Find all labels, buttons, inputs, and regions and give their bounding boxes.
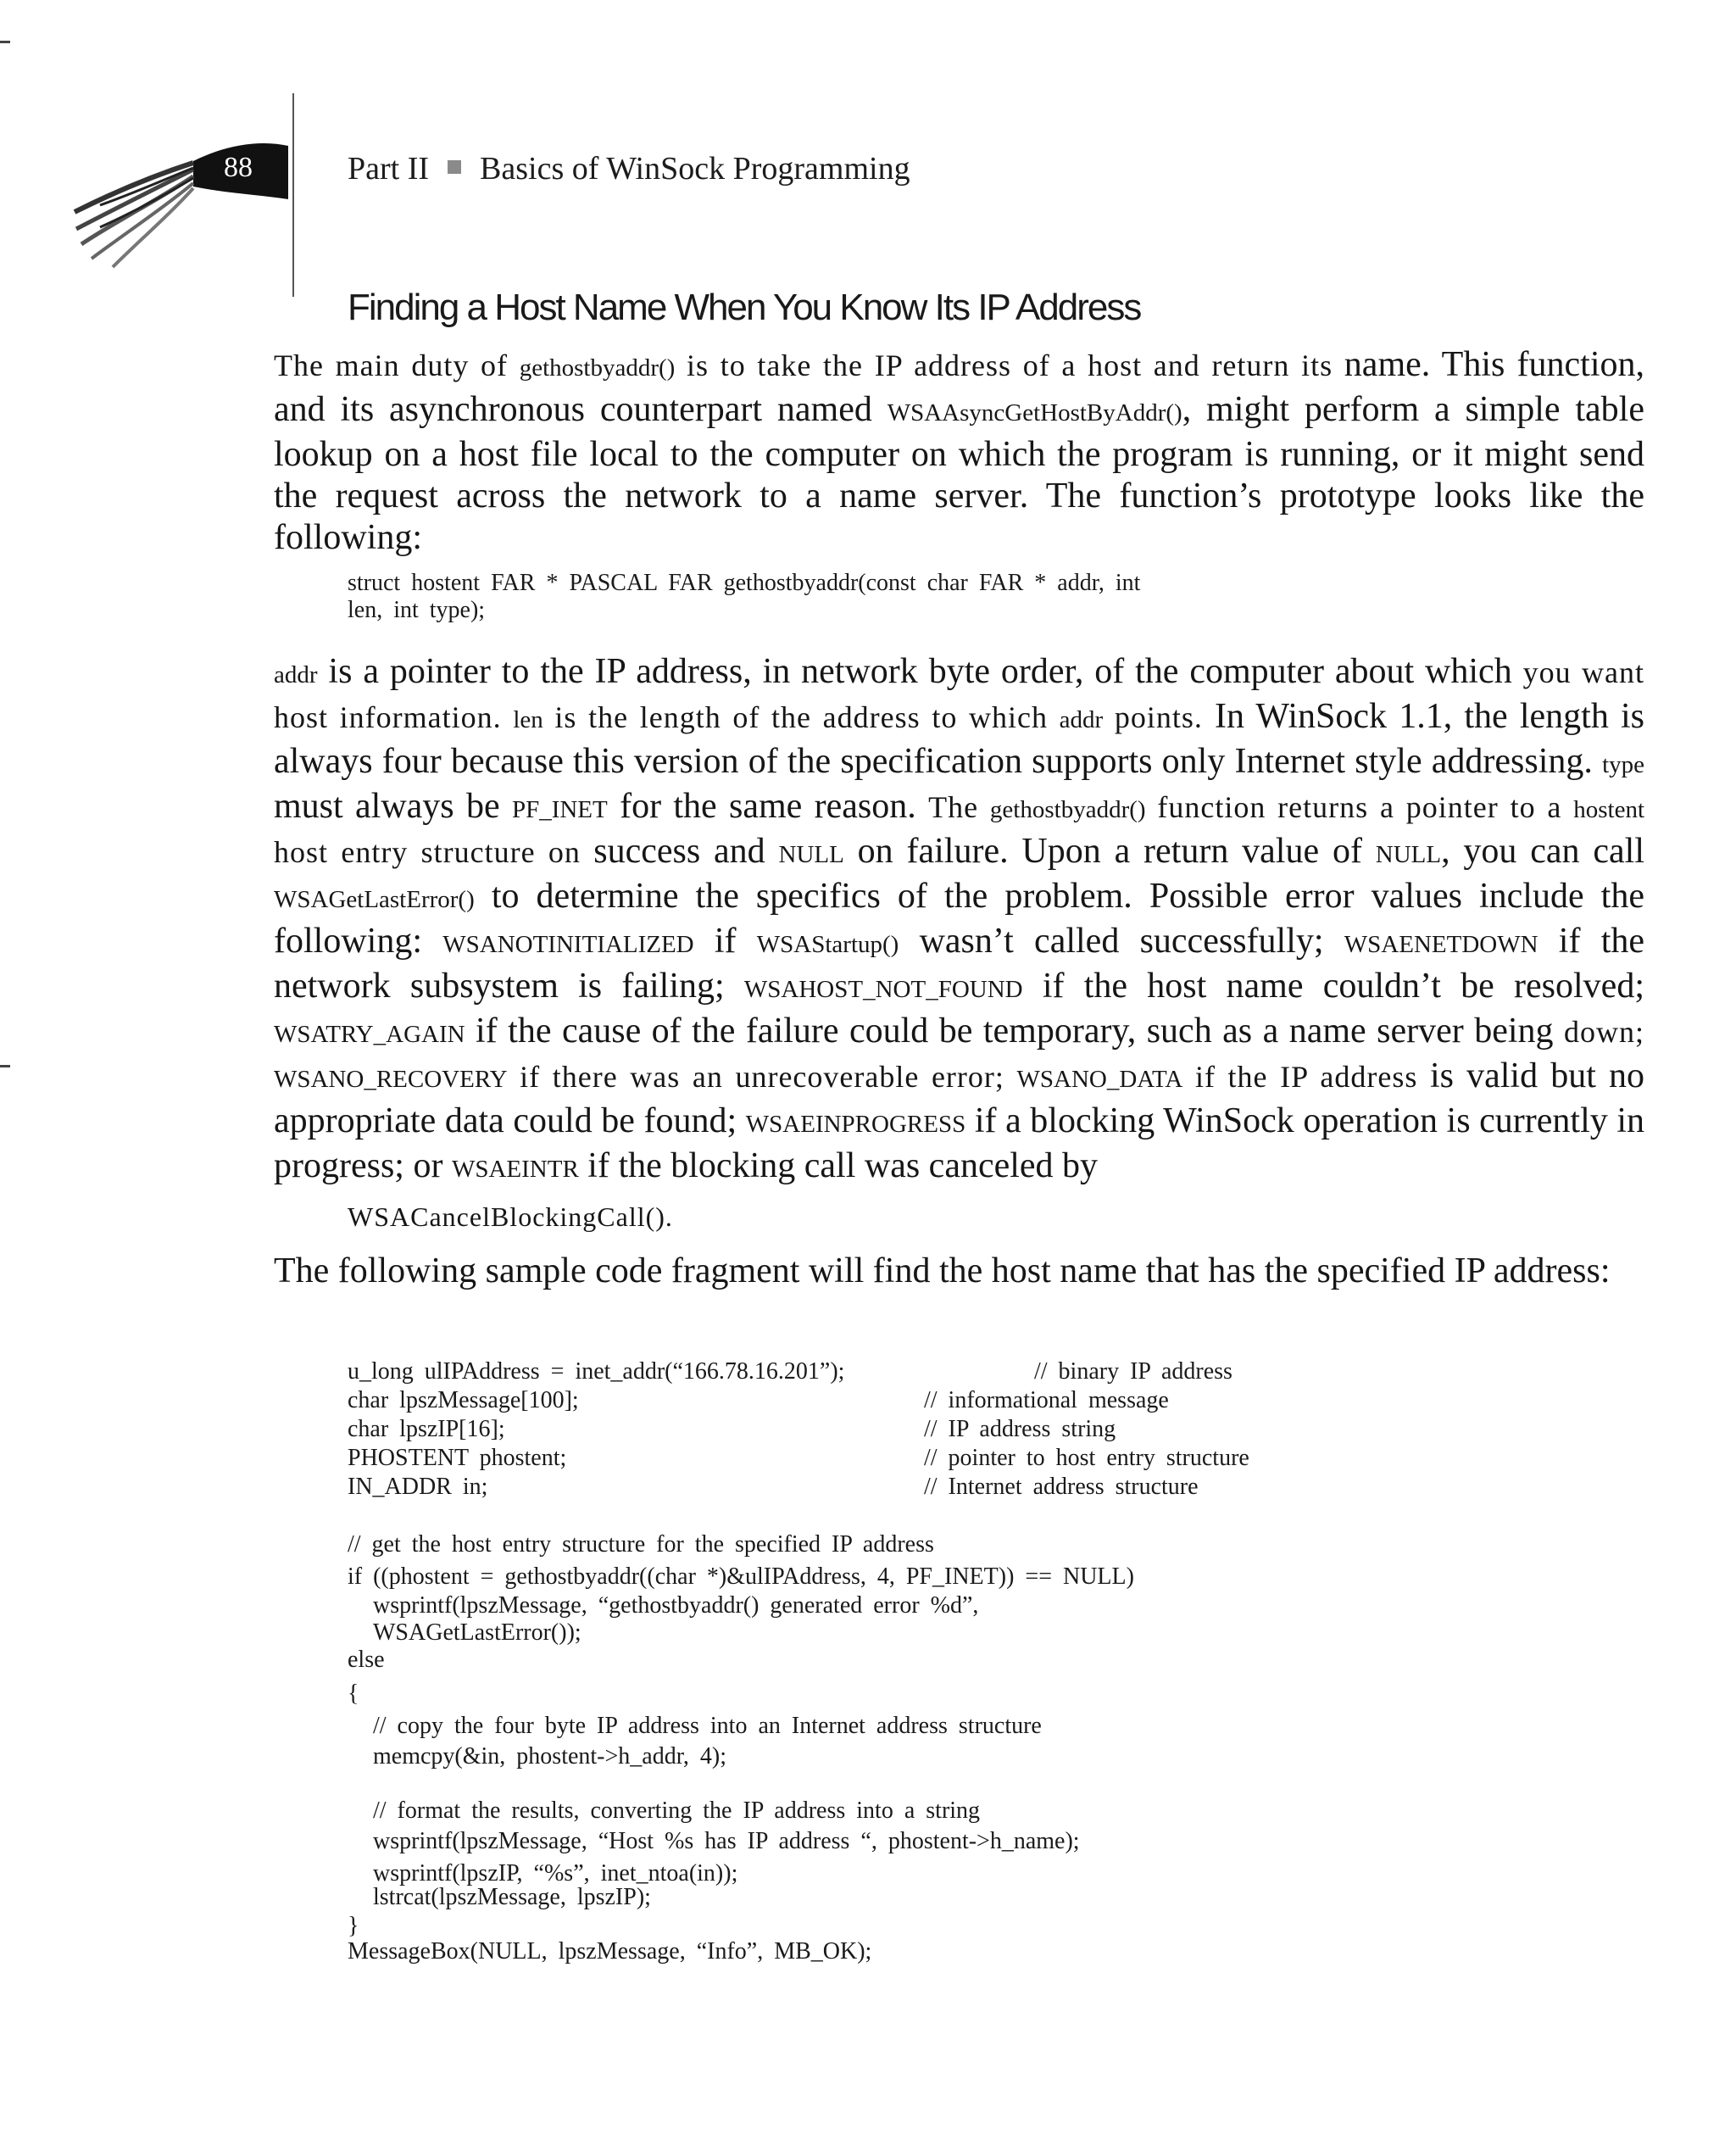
code-line: if ((phostent = gethostbyaddr((char *)&ulIPAddress, 4, PF_INET)) == NULL) bbox=[348, 1563, 1134, 1590]
code-line: memcpy(&in, phostent->h_addr, 4); bbox=[373, 1743, 727, 1770]
scan-edge-mark bbox=[0, 41, 10, 43]
code-line: wsprintf(lpszMessage, “gethostbyaddr() generated error %d”, bbox=[373, 1592, 979, 1619]
code-line: u_long ulIPAddress = inet_addr(“166.78.16.201”); // binary IP address bbox=[348, 1358, 1232, 1385]
code-line: // format the results, converting the IP address into a string bbox=[373, 1797, 981, 1824]
page-number: 88 bbox=[224, 152, 253, 183]
cancel-blocking-call: WSACancelBlockingCall(). bbox=[348, 1201, 673, 1232]
section-heading: Finding a Host Name When You Know Its IP Address bbox=[348, 287, 1141, 328]
code-line: else bbox=[348, 1647, 385, 1673]
book-page: 88 Part II Basics of WinSock Programming Finding a Host Name When You Know Its IP Address The main duty of gethostbyaddr() is to take the IP address of a host and return its name. This function, and its asynchronous counterpart named WSAAsyncGetHostByAddr(), might perform a simple table lookup on a host file local to the computer on which the program is running, or it might send the request across the network to a name server. The function’s prototype looks like the following: struct hostent FAR * PASCAL FAR gethostbyaddr(const char FAR * addr, int len, int type); addr is a pointer to the IP address, in network byte order, of the computer about which you want host information. len is the length of the address to which addr points. In WinSock 1.1, the length is always four because this version of the specification supports only Internet style addressing. type must always be PF_INET for the same reason. The gethostbyaddr() function returns a pointer to a hostent host entry structure on success and NULL on failure. Upon a return value of NULL, you can call WSAGetLastError() to determine the specifics of the problem. Possible error values include the following: WSANOTINITIALIZED if WSAStartup() wasn’t called successfully; WSAENETDOWN if the network subsystem is failing; WSAHOST_NOT_FOUND if the host name couldn’t be resolved; WSATRY_AGAIN if the cause of the failure could be temporary, such as a name server being down; WSANO_RECOVERY if there was an unrecoverable error; WSANO_DATA if the IP address is valid but no appropriate data could be found; WSAEINPROGRESS if a blocking WinSock operation is currently in progress; or WSAEINTR if the blocking call was canceled by WSACancelBlockingCall(). The following sample code fragment will find the host name that has the specified IP address: u_long ulIPAddress = inet_addr(“166.78.16.201”); // binary IP address char lpszMessage[100]; // informational message char lpszIP[16]; // IP address string PHOSTENT phostent; // pointer to host entry structure IN_ADDR in; // Internet address structure // get the host entry structure for the specified IP address if ((phostent = gethostbyaddr((char *)&ulIPAddress, 4, PF_INET)) == NULL) wsprintf(lpszMessage, “gethostbyaddr() generated error %d”, WSAGetLastError()); else { // copy the four byte IP address into an Internet address structure memcpy(&in, phostent->h_addr, 4); // format the results, converting the IP address into a string wsprintf(lpszMessage, “Host %s has IP address “, phostent->h_name); wsprintf(lpszIP, “%s”, inet_ntoa(in)); lstrcat(lpszMessage, lpszIP); } MessageBox(NULL, lpszMessage, “Info”, MB_OK); bbox=[0, 0, 1736, 2129]
code-line: char lpszIP[16]; // IP address string bbox=[348, 1416, 1116, 1442]
scan-edge-mark bbox=[0, 1065, 10, 1067]
code-line: PHOSTENT phostent; // pointer to host entry structure bbox=[348, 1445, 1249, 1471]
code-comment: // pointer to host entry structure bbox=[924, 1445, 1249, 1471]
paragraph-intro: The main duty of gethostbyaddr() is to take the IP address of a host and return its name. This function, and its asynchronous counterpart named WSAAsyncGetHostByAddr(), might perform a simple table lookup on a host file local to the computer on which the program is running, or it might send the request across the network to a name server. The function’s prototype looks like the following: bbox=[274, 345, 1644, 557]
code-line: char lpszMessage[100]; // informational message bbox=[348, 1387, 1169, 1413]
code-line: { bbox=[348, 1680, 359, 1707]
code-comment: // Internet address structure bbox=[924, 1474, 1199, 1500]
book-section-label: Basics of WinSock Programming bbox=[480, 151, 910, 187]
code-line: lstrcat(lpszMessage, lpszIP); bbox=[373, 1884, 651, 1910]
code-line: wsprintf(lpszMessage, “Host %s has IP address “, phostent->h_name); bbox=[373, 1828, 1080, 1854]
square-bullet-icon bbox=[448, 160, 461, 174]
code-line: } bbox=[348, 1913, 359, 1939]
code-comment: // informational message bbox=[924, 1387, 1169, 1413]
running-header bbox=[348, 149, 910, 188]
code-line: // copy the four byte IP address into an Internet address structure bbox=[373, 1713, 1042, 1739]
paragraph-parameters: addr is a pointer to the IP address, in network byte order, of the computer about which you want host information. len is the length of the address to which addr points. In WinSock 1.1, the length is always four because this version of the specification supports only Internet style addressing. type must always be PF_INET for the same reason. The gethostbyaddr() function returns a pointer to a hostent host entry structure on success and NULL on failure. Upon a return value of NULL, you can call WSAGetLastError() to determine the specifics of the problem. Possible error values include the following: WSANOTINITIALIZED if WSAStartup() wasn’t called successfully; WSAENETDOWN if the network subsystem is failing; WSAHOST_NOT_FOUND if the host name couldn’t be resolved; WSATRY_AGAIN if the cause of the failure could be temporary, such as a name server being down; WSANO_RECOVERY if there was an unrecoverable error; WSANO_DATA if the IP address is valid but no appropriate data could be found; WSAEINPROGRESS if a blocking WinSock operation is currently in progress; or WSAEINTR if the blocking call was canceled by bbox=[274, 652, 1645, 1185]
code-line: wsprintf(lpszIP, “%s”, inet_ntoa(in)); bbox=[373, 1860, 738, 1887]
code-comment: // IP address string bbox=[924, 1416, 1116, 1442]
paragraph-sample-intro: The following sample code fragment will find the host name that has the specified IP address: bbox=[274, 1251, 1611, 1290]
inline-code: gethostbyaddr() bbox=[519, 354, 676, 382]
code-line: MessageBox(NULL, lpszMessage, “Info”, MB_OK); bbox=[348, 1938, 872, 1965]
code-line: IN_ADDR in; // Internet address structure bbox=[348, 1474, 1199, 1500]
part-label: Part II bbox=[348, 151, 430, 187]
code-line: WSAGetLastError()); bbox=[373, 1619, 581, 1646]
feather-ornament-icon bbox=[66, 93, 312, 297]
inline-code: WSAAsyncGetHostByAddr() bbox=[887, 399, 1182, 426]
code-comment: // binary IP address bbox=[1034, 1358, 1232, 1385]
code-line: // get the host entry structure for the specified IP address bbox=[348, 1531, 934, 1558]
